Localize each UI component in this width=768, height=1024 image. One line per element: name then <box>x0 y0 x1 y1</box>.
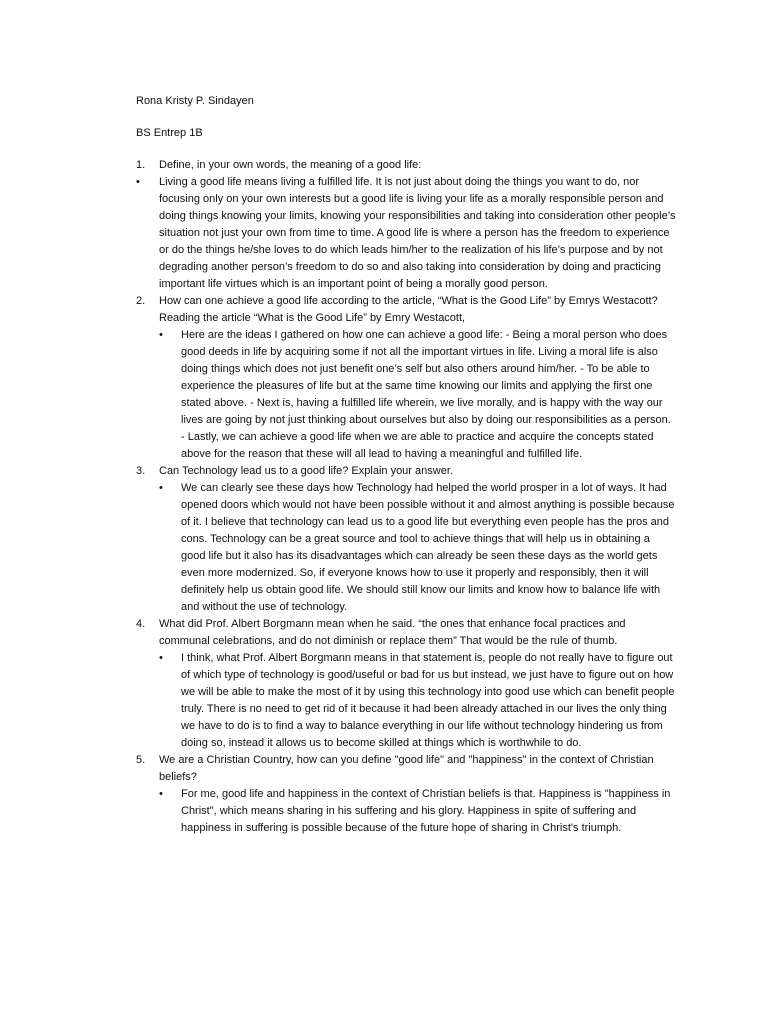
question-text: Can Technology lead us to a good life? Explain your answer. <box>159 465 453 477</box>
question-4 <box>136 616 676 650</box>
bullet-icon: • <box>159 329 163 341</box>
bullet-icon: • <box>159 482 163 494</box>
answer-3 <box>136 480 676 616</box>
answer-2 <box>136 327 676 463</box>
question-text: What did Prof. Albert Borgmann mean when he said. “the ones that enhance focal practices and communal celebrations, and do not diminish or replace them” That would be the rule of thumb. <box>159 618 626 647</box>
question-5 <box>136 752 676 786</box>
answer-text: I think, what Prof. Albert Borgmann means in that statement is, people do not really have to figure out of which type of technology is good/useful or bad for us but instead, we just have to figure out on how we will be able to make the most of it by using this technology into good use which can benefit people truly. There is no need to get rid of it because it had been already attached in our lives the only thing we have to do is to find a way to balance everything in our life without technology hindering us from doing so, instead it allows us to become skilled at things which is worthwhile to do. <box>181 652 675 749</box>
question-number: 4. <box>136 618 146 630</box>
question-3 <box>136 463 676 480</box>
question-text: Define, in your own words, the meaning of a good life: <box>159 159 422 171</box>
question-number: 1. <box>136 159 146 171</box>
bullet-icon: • <box>159 788 163 800</box>
document-body <box>136 93 676 837</box>
answer-text: For me, good life and happiness in the context of Christian beliefs is that. Happiness is "happiness in Christ", which means sharing in his suffering and his glory. Happiness in spite of suffering and happiness in suffering is possible because of the future hope of sharing in Christ's triumph. <box>181 788 671 834</box>
question-2 <box>136 293 676 327</box>
author-name: Rona Kristy P. Sindayen <box>136 95 254 107</box>
answer-text: Living a good life means living a fulfilled life. It is not just about doing the things you want to do, nor focusing only on your own interests but a good life is living your life as a morally responsible person and doing things knowing your limits, knowing your responsibilities and taking into consideration other people’s situation not just your own from time to time. A good life is where a person has the freedom to experience or do the things he/she loves to do which leads him/her to the realization of his life’s purpose and by not degrading another person’s freedom to do so and also taking into consideration by doing and practicing important life virtues which is an important point of being a morally good person. <box>159 176 676 290</box>
bullet-icon: • <box>136 176 140 188</box>
answer-4 <box>136 650 676 752</box>
question-text: We are a Christian Country, how can you define "good life" and "happiness" in the context of Christian beliefs? <box>159 754 654 783</box>
answer-5 <box>136 786 676 837</box>
question-1 <box>136 157 676 174</box>
answer-text: We can clearly see these days how Technology had helped the world prosper in a lot of ways. It had opened doors which would not have been possible without it and almost anything is possible because of it. I believe that technology can lead us to a good life but everything even people has the pros and cons. Technology can be a great source and tool to achieve things that will help us in obtaining a good life but it also has its disadvantages which can already be seen these days as the world gets even more modernized. So, if everyone knows how to use it properly and responsibly, then it will definitely help us obtain good life. We should still know our limits and know how to balance life with and without the use of technology. <box>181 482 675 613</box>
answer-text: Here are the ideas I gathered on how one can achieve a good life: - Being a moral person who does good deeds in life by acquiring some if not all the important virtues in life. Living a moral life is also doing things which does not just benefit one’s self but also others around him/her. - To be able to experience the pleasures of life but at the same time knowing our limits and applying the first one stated above. - Next is, having a fulfilled life wherein, we live morally, and is happy with the way our lives are going by not just thinking about ourselves but also by doing our responsibilities as a person. - Lastly, we can achieve a good life when we are able to practice and acquire the concepts stated above for the reason that these will all lead to having a meaningful and fulfilled life. <box>181 329 671 460</box>
answer-1 <box>136 174 676 293</box>
question-number: 5. <box>136 754 146 766</box>
question-number: 3. <box>136 465 146 477</box>
course-label: BS Entrep 1B <box>136 127 203 139</box>
bullet-icon: • <box>159 652 163 664</box>
question-number: 2. <box>136 295 146 307</box>
question-text: How can one achieve a good life according to the article, “What is the Good Life” by Emrys Westacott? Reading the article “What is the Good Life” by Emry Westacott, <box>159 295 658 324</box>
